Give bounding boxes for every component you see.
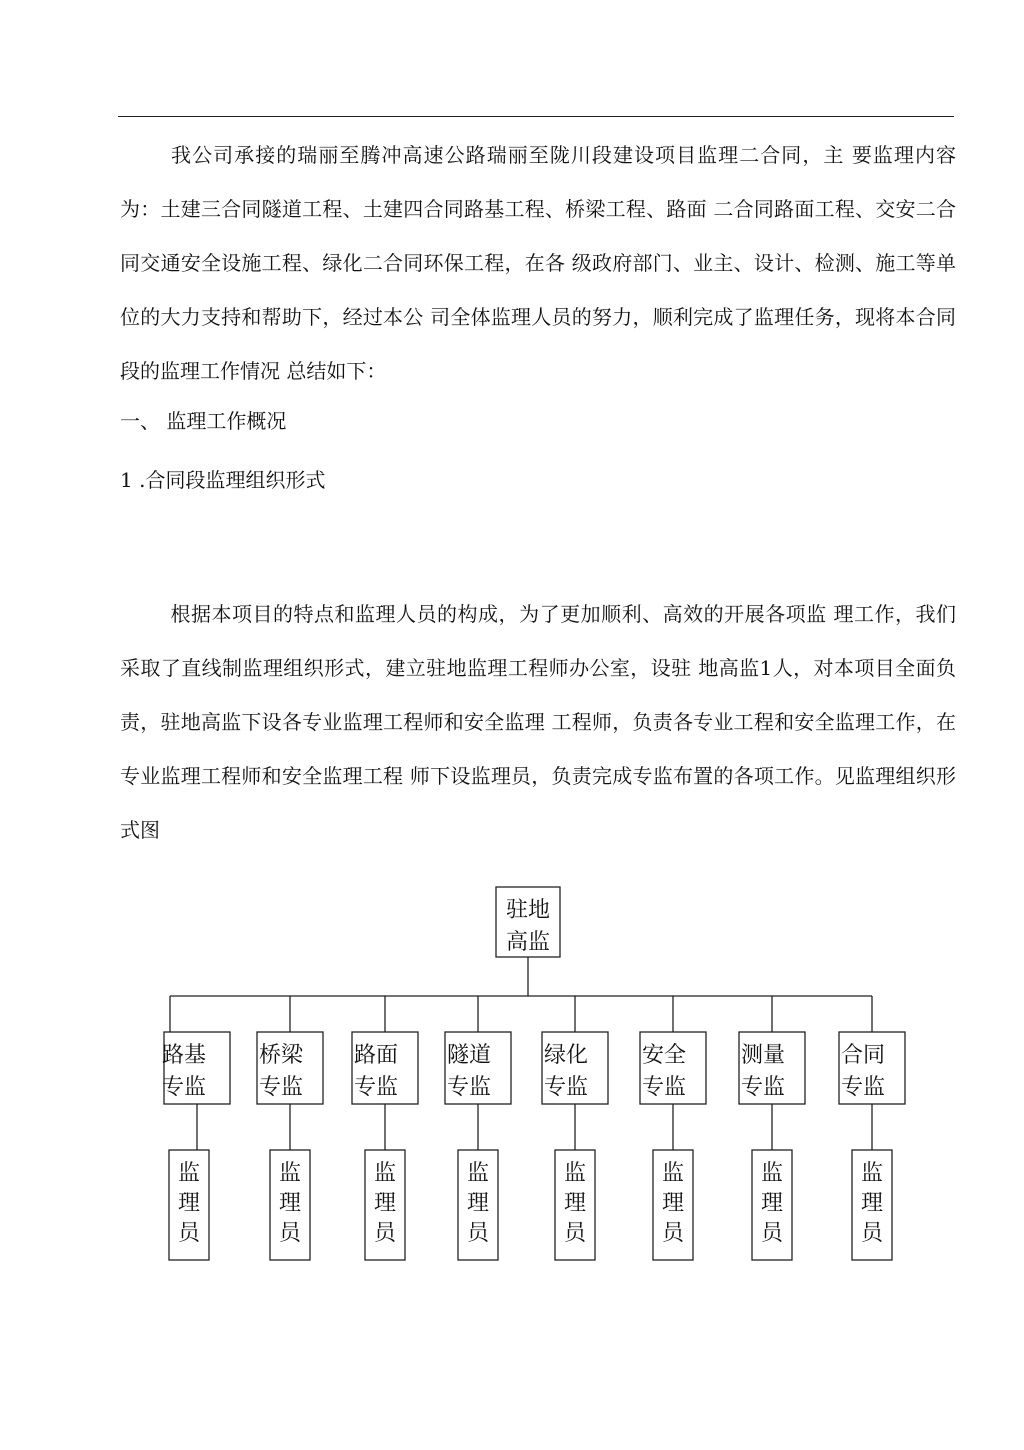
branch-label-6-0: 测量	[741, 1043, 786, 1068]
leaf-label-5-2: 员	[661, 1221, 685, 1246]
branch-label-2-0: 路面	[354, 1043, 399, 1068]
leaf-label-2-2: 员	[373, 1221, 397, 1246]
branch-label-5-1: 专监	[642, 1075, 687, 1100]
leaf-label-0-2: 员	[177, 1221, 201, 1246]
leaf-label-7-1: 理	[860, 1191, 884, 1216]
leaf-label-3-1: 理	[466, 1191, 490, 1216]
leaf-label-1-2: 员	[278, 1221, 302, 1246]
leaf-label-4-0: 监	[563, 1161, 587, 1186]
section-heading: 一、 监理工作概况	[120, 409, 287, 433]
leaf-label-5-1: 理	[661, 1191, 685, 1216]
leaf-label-4-2: 员	[563, 1221, 587, 1246]
branch-label-3-0: 隧道	[447, 1043, 492, 1068]
org-chart-diagram	[0, 860, 1024, 1280]
branch-label-7-0: 合同	[841, 1043, 886, 1068]
leaf-label-2-0: 监	[373, 1161, 397, 1186]
branch-label-1-0: 桥梁	[259, 1043, 304, 1068]
org-paragraph-text: 根据本项目的特点和监理人员的构成，为了更加顺利、高效的开展各项监 理工作，我们采取了直线制监理组织形式，建立驻地监理工程师办公室，设驻 地高监1人，对本项目全面负责，驻地高监下设各专业监理工程师和安全监理 工程师，负责各专业工程和安全监理工作，在专业监理工程师和安全监理工程 师下设监理员，负责完成专监布置的各项工作。见监理组织形式图	[120, 602, 956, 842]
branch-label-2-1: 专监	[354, 1075, 399, 1100]
org-paragraph	[120, 587, 956, 857]
leaf-label-1-1: 理	[278, 1191, 302, 1216]
leaf-label-7-0: 监	[860, 1161, 884, 1186]
branch-label-1-1: 专监	[259, 1075, 304, 1100]
leaf-label-2-1: 理	[373, 1191, 397, 1216]
leaf-label-7-2: 员	[860, 1221, 884, 1246]
leaf-label-0-1: 理	[177, 1191, 201, 1216]
branch-label-0-0: 路基	[162, 1043, 207, 1068]
leaf-label-3-2: 员	[466, 1221, 490, 1246]
leaf-label-1-0: 监	[278, 1161, 302, 1186]
header-rule	[118, 116, 954, 117]
leaf-label-5-0: 监	[661, 1161, 685, 1186]
root-label-0: 驻地	[505, 898, 551, 923]
leaf-label-4-1: 理	[563, 1191, 587, 1216]
branch-label-0-1: 专监	[162, 1075, 207, 1100]
branch-label-4-0: 绿化	[544, 1043, 589, 1068]
leaf-label-0-0: 监	[177, 1161, 201, 1186]
leaf-label-6-2: 员	[760, 1221, 784, 1246]
branch-label-4-1: 专监	[544, 1075, 589, 1100]
intro-paragraph-text: 我公司承接的瑞丽至腾冲高速公路瑞丽至陇川段建设项目监理二合同，主 要监理内容为：土建三合同隧道工程、土建四合同路基工程、桥梁工程、路面 二合同路面工程、交安二合同交通安全设施工程、绿化二合同环保工程，在各 级政府部门、业主、设计、检测、施工等单位的大力支持和帮助下，经过本公 司全体监理人员的努力，顺利完成了监理任务，现将本合同段的监理工作情况 总结如下：	[120, 143, 956, 383]
leaf-label-6-0: 监	[760, 1161, 784, 1186]
leaf-label-3-0: 监	[466, 1161, 490, 1186]
branch-label-5-0: 安全	[642, 1043, 687, 1068]
branch-label-3-1: 专监	[447, 1075, 492, 1100]
branch-label-6-1: 专监	[741, 1075, 786, 1100]
root-label-1: 高监	[505, 930, 551, 955]
branch-label-7-1: 专监	[841, 1075, 886, 1100]
intro-paragraph	[120, 128, 956, 398]
subsection-heading: 1 .合同段监理组织形式	[120, 468, 326, 492]
leaf-label-6-1: 理	[760, 1191, 784, 1216]
